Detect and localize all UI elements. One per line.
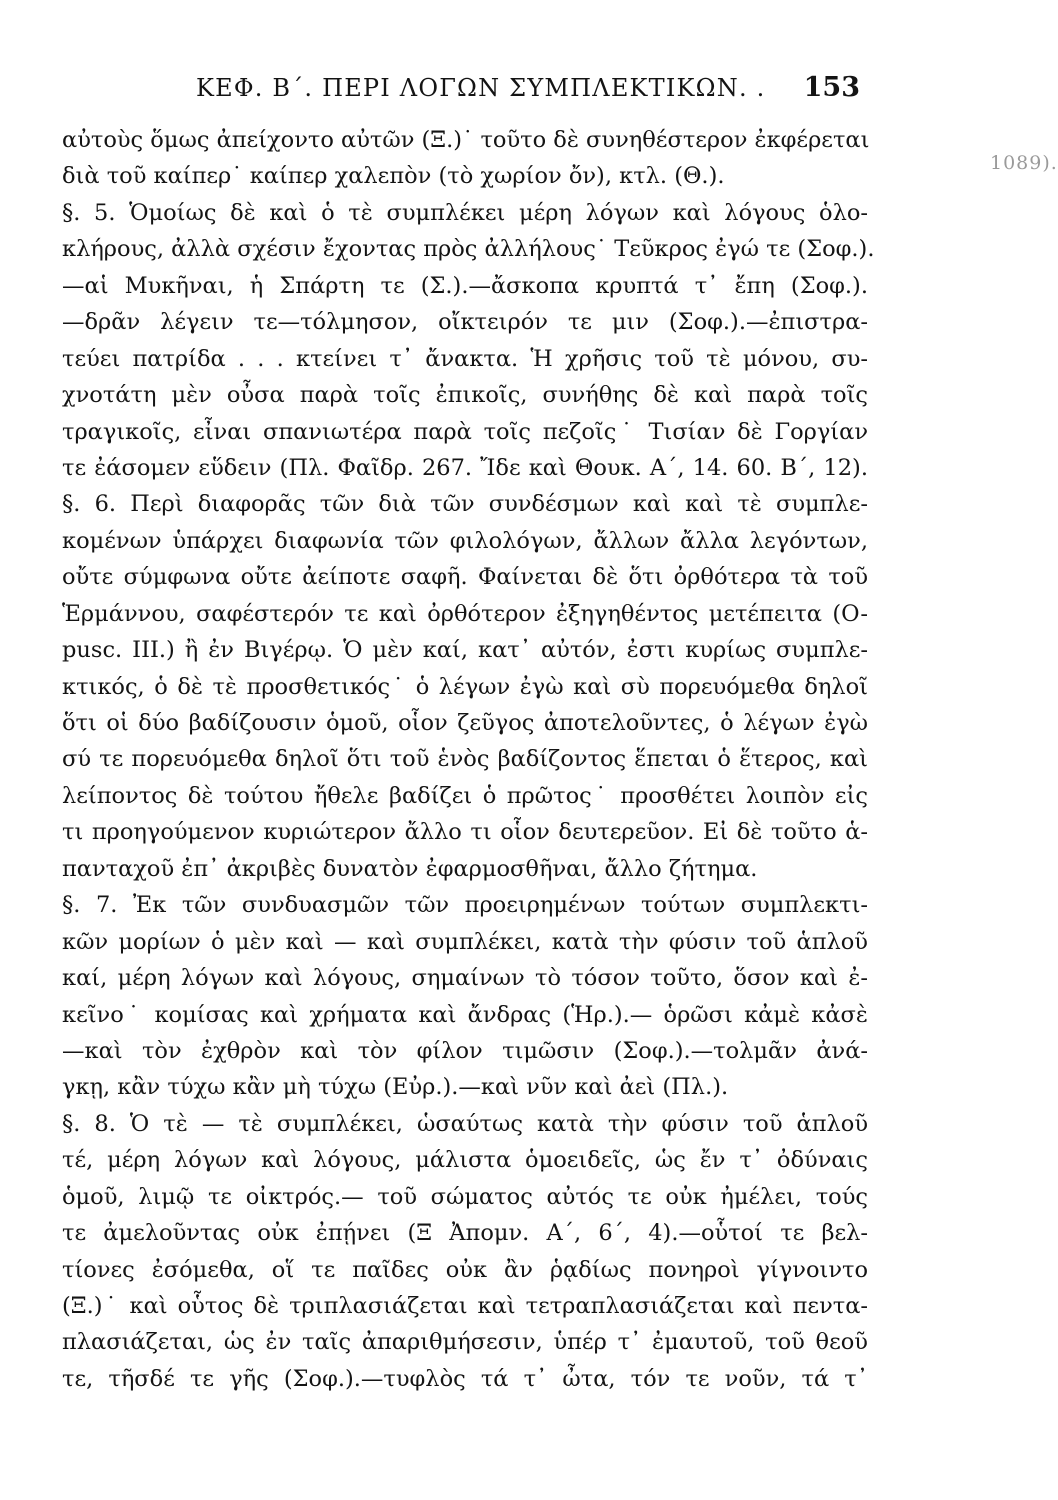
text-line: §. 8. Ὁ τὲ — τὲ συμπλέκει, ὡσαύτως κατὰ τὴν φύσιν τοῦ ἁπλοῦ (62, 1110, 868, 1137)
text-line: τε ἀμελοῦντας οὐκ ἐπῄνει (Ξ Ἀπομν. Α΄, 6΄, 4).—οὗτοί τε βελ- (62, 1220, 868, 1247)
text-line: κλήρους, ἀλλὰ σχέσιν ἔχοντας πρὸς ἀλλήλους˙ Τεῦκρος ἐγώ τε (Σοφ.). (62, 236, 875, 263)
text-line: —καὶ τὸν ἐχθρὸν καὶ τὸν φίλον τιμῶσιν (Σοφ.).—τολμᾶν ἀνά- (62, 1037, 868, 1064)
text-line: αὐτοὺς ὅμως ἀπείχοντο αὐτῶν (Ξ.)˙ τοῦτο δὲ συνηθέστερον ἐκφέρεται (62, 127, 870, 153)
text-line: κεῖνο˙ κομίσας καὶ χρήματα καὶ ἄνδρας (Ἡρ.).— ὁρῶσι κἀμὲ κἀσὲ (62, 1001, 868, 1028)
text-line: §. 6. Περὶ διαφορᾶς τῶν διὰ τῶν συνδέσμων καὶ καὶ τὲ συμπλε- (62, 491, 868, 518)
text-body (62, 122, 875, 1397)
text-line: τε ἐάσομεν εὕδειν (Πλ. Φαῖδρ. 267. Ἴδε καὶ Θουκ. Α΄, 14. 60. Β΄, 12). (62, 454, 868, 481)
text-line: καί, μέρη λόγων καὶ λόγους, σημαίνων τὸ τόσον τοῦτο, ὅσον καὶ ἐ- (62, 965, 868, 992)
text-line: τραγικοῖς, εἶναι σπανιωτέρα παρὰ τοῖς πεζοῖς˙ Τισίαν δὲ Γοργίαν (62, 418, 868, 445)
text-line: ὅτι οἱ δύο βαδίζουσιν ὁμοῦ, οἷον ζεῦγος ἀποτελοῦντες, ὁ λέγων ἐγὼ (62, 710, 868, 736)
text-line: τι προηγούμενον κυριώτερον ἄλλο τι οἷον δευτερεῦον. Εἰ δὲ τοῦτο ἁ- (62, 819, 868, 846)
text-line: Ἑρμάννου, σαφέστερόν τε καὶ ὀρθότερον ἐξηγηθέντος μετέπειτα (O- (62, 600, 868, 627)
text-line: τίονες ἐσόμεθα, οἵ τε παῖδες οὐκ ἂν ῥᾳδίως πονηροὶ γίγνοιντο (62, 1256, 868, 1283)
text-line: —αἱ Μυκῆναι, ἡ Σπάρτη τε (Σ.).—ἄσκοπα κρυπτά τ᾽ ἔπη (Σοφ.). (62, 272, 868, 299)
text-line: σύ τε πορευόμεθα δηλοῖ ὅτι τοῦ ἑνὸς βαδίζοντος ἕπεται ὁ ἕτερος, καὶ (62, 746, 868, 773)
text-line: γκῃ, κἂν τύχω κἂν μὴ τύχω (Εὐρ.).—καὶ νῦν καὶ ἀεὶ (Πλ.). (62, 1074, 729, 1101)
text-line: (Ξ.)˙ καὶ οὗτος δὲ τριπλασιάζεται καὶ τετραπλασιάζεται καὶ πεντα- (62, 1293, 868, 1319)
text-line: λείποντος δὲ τούτου ἤθελε βαδίζει ὁ πρῶτος˙ προσθέτει λοιπὸν εἰς (62, 782, 868, 809)
text-line: §. 5. Ὁμοίως δὲ καὶ ὁ τὲ συμπλέκει μέρη λόγων καὶ λόγους ὁλο- (62, 199, 868, 226)
text-line: διὰ τοῦ καίπερ˙ καίπερ χαλεπὸν (τὸ χωρίον ὄν), κτλ. (Θ.). (62, 163, 725, 190)
text-line: τέ, μέρη λόγων καὶ λόγους, μάλιστα ὁμοειδεῖς, ὡς ἔν τ᾽ ὀδύναις (62, 1147, 868, 1174)
text-line: οὔτε σύμφωνα οὔτε ἀείποτε σαφῆ. Φαίνεται δὲ ὅτι ὀρθότερα τὰ τοῦ (62, 564, 868, 591)
page-number: 153 (803, 72, 860, 103)
text-line: ὁμοῦ, λιμῷ τε οἰκτρός.— τοῦ σώματος αὐτός τε οὐκ ἠμέλει, τούς (62, 1183, 868, 1210)
text-line: χνοτάτη μὲν οὖσα παρὰ τοῖς ἐπικοῖς, συνήθης δὲ καὶ παρὰ τοῖς (62, 382, 868, 409)
text-line: pusc. III.) ἢ ἐν Βιγέρῳ. Ὁ μὲν καί, κατ᾽ αὐτόν, ἐστι κυρίως συμπλε- (62, 637, 868, 664)
text-line: κτικός, ὁ δὲ τὲ προσθετικός˙ ὁ λέγων ἐγὼ καὶ σὺ πορευόμεθα δηλοῖ (62, 673, 868, 700)
running-title: ΚΕΦ. Β΄. ΠΕΡΙ ΛΟΓΩΝ ΣΥΜΠΛΕΚΤΙΚΩΝ. . (196, 74, 766, 102)
text-line: κομένων ὑπάρχει διαφωνία τῶν φιλολόγων, ἄλλων ἄλλα λεγόντων, (62, 527, 868, 554)
text-line: §. 7. Ἐκ τῶν συνδυασμῶν τῶν προειρημένων τούτων συμπλεκτι- (62, 892, 868, 919)
text-line: τεύει πατρίδα . . . κτείνει τ᾽ ἄνακτα. Ἡ χρῆσις τοῦ τὲ μόνου, συ- (62, 345, 868, 372)
text-line: πλασιάζεται, ὡς ἐν ταῖς ἀπαριθμήσεσιν, ὑπέρ τ᾽ ἐμαυτοῦ, τοῦ θεοῦ (62, 1329, 868, 1356)
text-line: πανταχοῦ ἐπ᾽ ἀκριβὲς δυνατὸν ἐφαρμοσθῆναι, ἄλλο ζήτημα. (62, 855, 758, 882)
running-header (196, 74, 860, 110)
text-line: τε, τῆσδέ τε γῆς (Σοφ.).—τυφλὸς τά τ᾽ ὦτα, τόν τε νοῦν, τά τ᾽ (62, 1365, 868, 1392)
text-line: —δρᾶν λέγειν τε—τόλμησον, οἴκτειρόν τε μιν (Σοφ.).—ἐπιστρα- (62, 309, 868, 336)
margin-bleed-through-note: 1089). (990, 152, 1058, 174)
text-line: κῶν μορίων ὁ μὲν καὶ — καὶ συμπλέκει, κατὰ τὴν φύσιν τοῦ ἁπλοῦ (62, 928, 868, 955)
